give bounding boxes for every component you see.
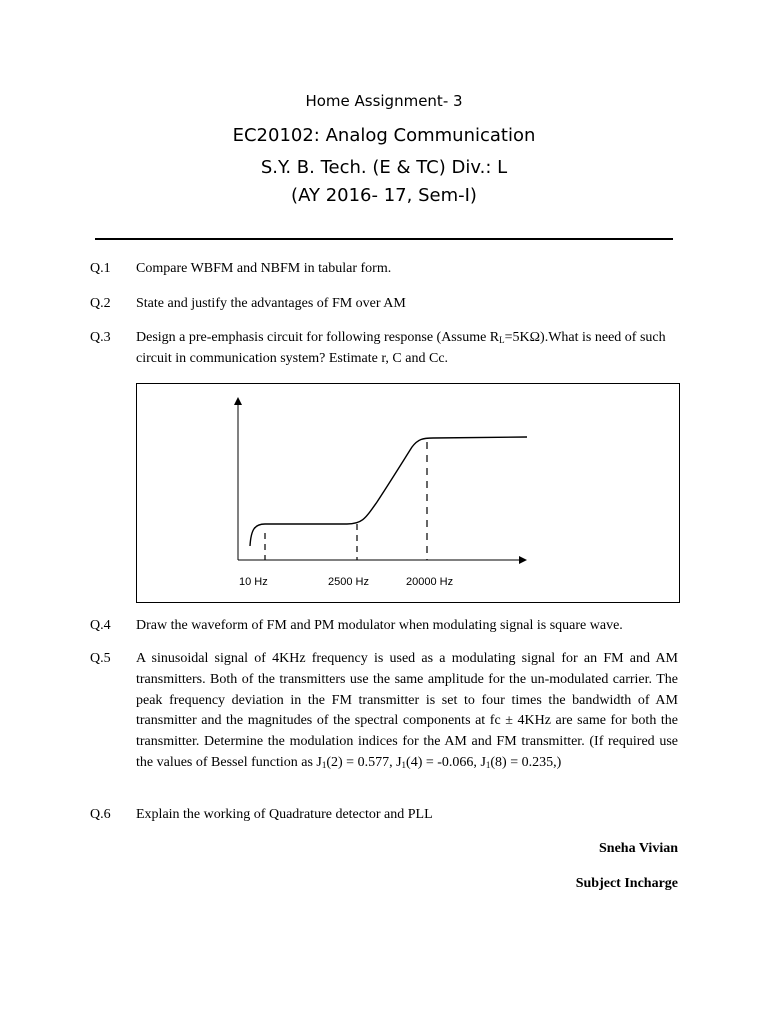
question-number: Q.5 — [90, 651, 111, 666]
question-number: Q.3 — [90, 330, 111, 345]
question-text: State and justify the advantages of FM over AM — [136, 296, 406, 311]
header-divider — [95, 238, 673, 240]
question-number: Q.2 — [90, 296, 111, 311]
question-text: Draw the waveform of FM and PM modulator when modulating signal is square wave. — [136, 618, 623, 633]
question-text-part: A sinusoidal signal of 4KHz frequency is used as a modulating signal for an FM and AM transmitters. Both of the transmitters use the same amplitude for the un-modulated carrier. The peak frequency deviation in the FM transmitter is set to four times the bandwidth of AM transmitter and the magnitudes of the spectral components at fc ± 4KHz are same for both the transmitter. Determine the modulation indices for the AM and FM transmitter. (If required use the values of Bessel function as — [136, 651, 678, 770]
response-curve-diagram — [137, 384, 681, 604]
class-line: S.Y. B. Tech. (E & TC) Div.: L — [260, 157, 508, 178]
bessel-value: (8) = 0.235,) — [490, 754, 562, 770]
x-axis-arrow — [519, 556, 527, 564]
question-text-part: Design a pre-emphasis circuit for following response (Assume R — [136, 330, 500, 345]
pre-emphasis-response-figure — [136, 383, 680, 603]
marker-label: 20000 Hz — [406, 576, 454, 588]
question-number: Q.1 — [90, 261, 111, 276]
marker-label: 2500 Hz — [328, 576, 369, 588]
bessel-symbol: J — [480, 754, 486, 770]
assignment-title: Home Assignment- 3 — [305, 92, 463, 110]
subscript: 1 — [321, 759, 327, 770]
course-title: EC20102: Analog Communication — [232, 125, 536, 146]
signature-role: Subject Incharge — [575, 876, 678, 891]
question-text: Explain the working of Quadrature detector and PLL — [136, 807, 433, 822]
question-text — [136, 328, 678, 370]
question-text — [136, 649, 678, 774]
bessel-symbol: J — [396, 754, 402, 770]
signature-name: Sneha Vivian — [599, 841, 678, 856]
question-text: Compare WBFM and NBFM in tabular form. — [136, 261, 392, 276]
response-curve — [250, 437, 527, 546]
bessel-value: (4) = -0.066, — [406, 754, 481, 770]
subscript: 1 — [401, 759, 407, 770]
question-text-part: =5KΩ).What is need of such circuit in communication system? Estimate r, C and Cc. — [136, 330, 666, 366]
academic-year-line: (AY 2016- 17, Sem-I) — [291, 185, 477, 206]
marker-label: 10 Hz — [239, 576, 268, 588]
bessel-value: (2) = 0.577, — [326, 754, 397, 770]
bessel-symbol: J — [316, 754, 322, 770]
subscript: L — [499, 335, 505, 345]
question-number: Q.4 — [90, 618, 111, 633]
subscript: 1 — [485, 759, 491, 770]
question-number: Q.6 — [90, 807, 111, 822]
y-axis-arrow — [234, 397, 242, 405]
